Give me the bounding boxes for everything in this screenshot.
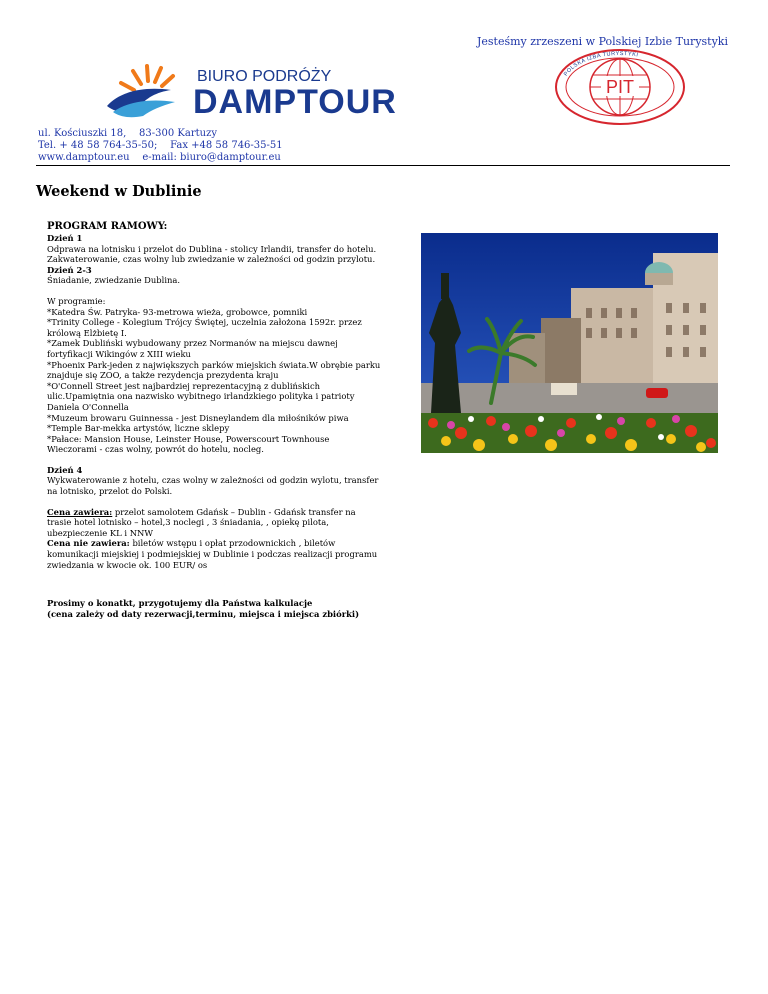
price-excludes bbox=[47, 538, 382, 570]
contact-request-line2: (cena zależy od daty rezerwacji,terminu, miejsca i miejsca zbiórki) bbox=[47, 608, 360, 619]
membership-note: Jesteśmy zrzeszeni w Polskiej Izbie Turystyki bbox=[476, 35, 728, 48]
page-title: Weekend w Dublinie bbox=[36, 183, 202, 200]
contact-block bbox=[38, 128, 283, 164]
price-excludes-text: biletów wstępu i opłat przodownickich , biletów komunikacji miejskiej i podmiejskiej w Dublinie i podczas realizacji programu zwiedzania w kwocie ok. 100 EUR/ os bbox=[47, 538, 378, 570]
contact-phone: Tel. + 48 58 764-35-50; Fax +48 58 746-35-51 bbox=[38, 140, 283, 151]
price-excludes-label: Cena nie zawiera: bbox=[47, 538, 130, 549]
pit-logo-center: PIT bbox=[605, 77, 635, 97]
program-item: *Katedra Św. Patryka- 93-metrowa wieża, grobowce, pomniki bbox=[47, 306, 308, 317]
logo-line1: BIURO PODRÓŻY bbox=[197, 68, 332, 85]
day4-label: Dzień 4 bbox=[47, 464, 83, 475]
price-includes-label: Cena zawiera: bbox=[47, 506, 113, 517]
sun-wave-icon bbox=[107, 66, 175, 117]
program-item: *Zamek Dubliński wybudowany przez Normanów na miejscu dawnej fortyfikacji Wikingów z XIII wieku bbox=[47, 338, 338, 359]
program-content bbox=[47, 221, 382, 619]
contact-web-email: www.damptour.eu e-mail: biuro@damptour.eu bbox=[38, 152, 281, 163]
day23-text: Śniadanie, zwiedzanie Dublina. bbox=[47, 275, 181, 286]
program-intro: W programie: bbox=[47, 295, 106, 306]
program-item: *Muzeum browaru Guinnessa - jest Disneylandem dla miłośników piwa bbox=[47, 412, 349, 423]
price-includes bbox=[47, 507, 382, 539]
dublin-street-photo bbox=[421, 233, 718, 453]
program-item: *Pałace: Mansion House, Leinster House, Powerscourt Townhouse bbox=[47, 433, 330, 444]
program-item: Wieczorami - czas wolny, powrót do hotelu, nocleg. bbox=[47, 444, 264, 455]
pit-logo bbox=[553, 48, 687, 126]
day1-label: Dzień 1 bbox=[47, 233, 83, 243]
logo-line2: DAMPTOUR bbox=[193, 83, 397, 118]
day23-label: Dzień 2-3 bbox=[47, 264, 92, 275]
day1-text: Odprawa na lotnisku i przelot do Dublina - stolicy Irlandii, transfer do hotelu. Zakwaterowanie, czas wolny lub zwiedzanie w zależności od godzin przylotu. bbox=[47, 243, 377, 265]
header-divider bbox=[36, 165, 730, 166]
contact-address: ul. Kościuszki 18, 83-300 Kartuzy bbox=[38, 128, 218, 139]
price-includes-text: przelot samolotem Gdańsk – Dublin - Gdańsk transfer na trasie hotel lotnisko – hotel,3 noclegi , 3 śniadania, , opiekę pilota, ubezpieczenie KL i NNW bbox=[47, 506, 356, 538]
program-item: *Trinity College - Kolegium Trójcy Świętej, uczelnia założona 1592r. przez królową Elżbietę I. bbox=[47, 317, 362, 338]
program-item: *Phoenix Park-jeden z największych parków miejskich świata.W obrębie parku znajduje się ZOO, a także rezydencja prezydenta kraju bbox=[47, 359, 381, 381]
pit-ring-text: POLSKA IZBA TURYSTYKI bbox=[563, 50, 639, 78]
program-item: *O'Connell Street jest najbardziej reprezentacyjną z dublińskich ulic.Upamiętnia ona nazwisko wybitnego irlandzkiego polityka i patrioty Daniela O'Connella bbox=[47, 380, 355, 412]
program-heading: PROGRAM RAMOWY: bbox=[47, 221, 168, 232]
program-item: *Temple Bar-mekka artystów, liczne sklepy bbox=[47, 423, 230, 434]
damptour-logo bbox=[105, 62, 440, 118]
day4-text: Wykwaterowanie z hotelu, czas wolny w zależności od godzin wylotu, transfer na lotnisko, przelot do Polski. bbox=[47, 475, 379, 497]
contact-request-line1: Prosimy o konatkt, przygotujemy dla Państwa kalkulacje bbox=[47, 598, 313, 609]
